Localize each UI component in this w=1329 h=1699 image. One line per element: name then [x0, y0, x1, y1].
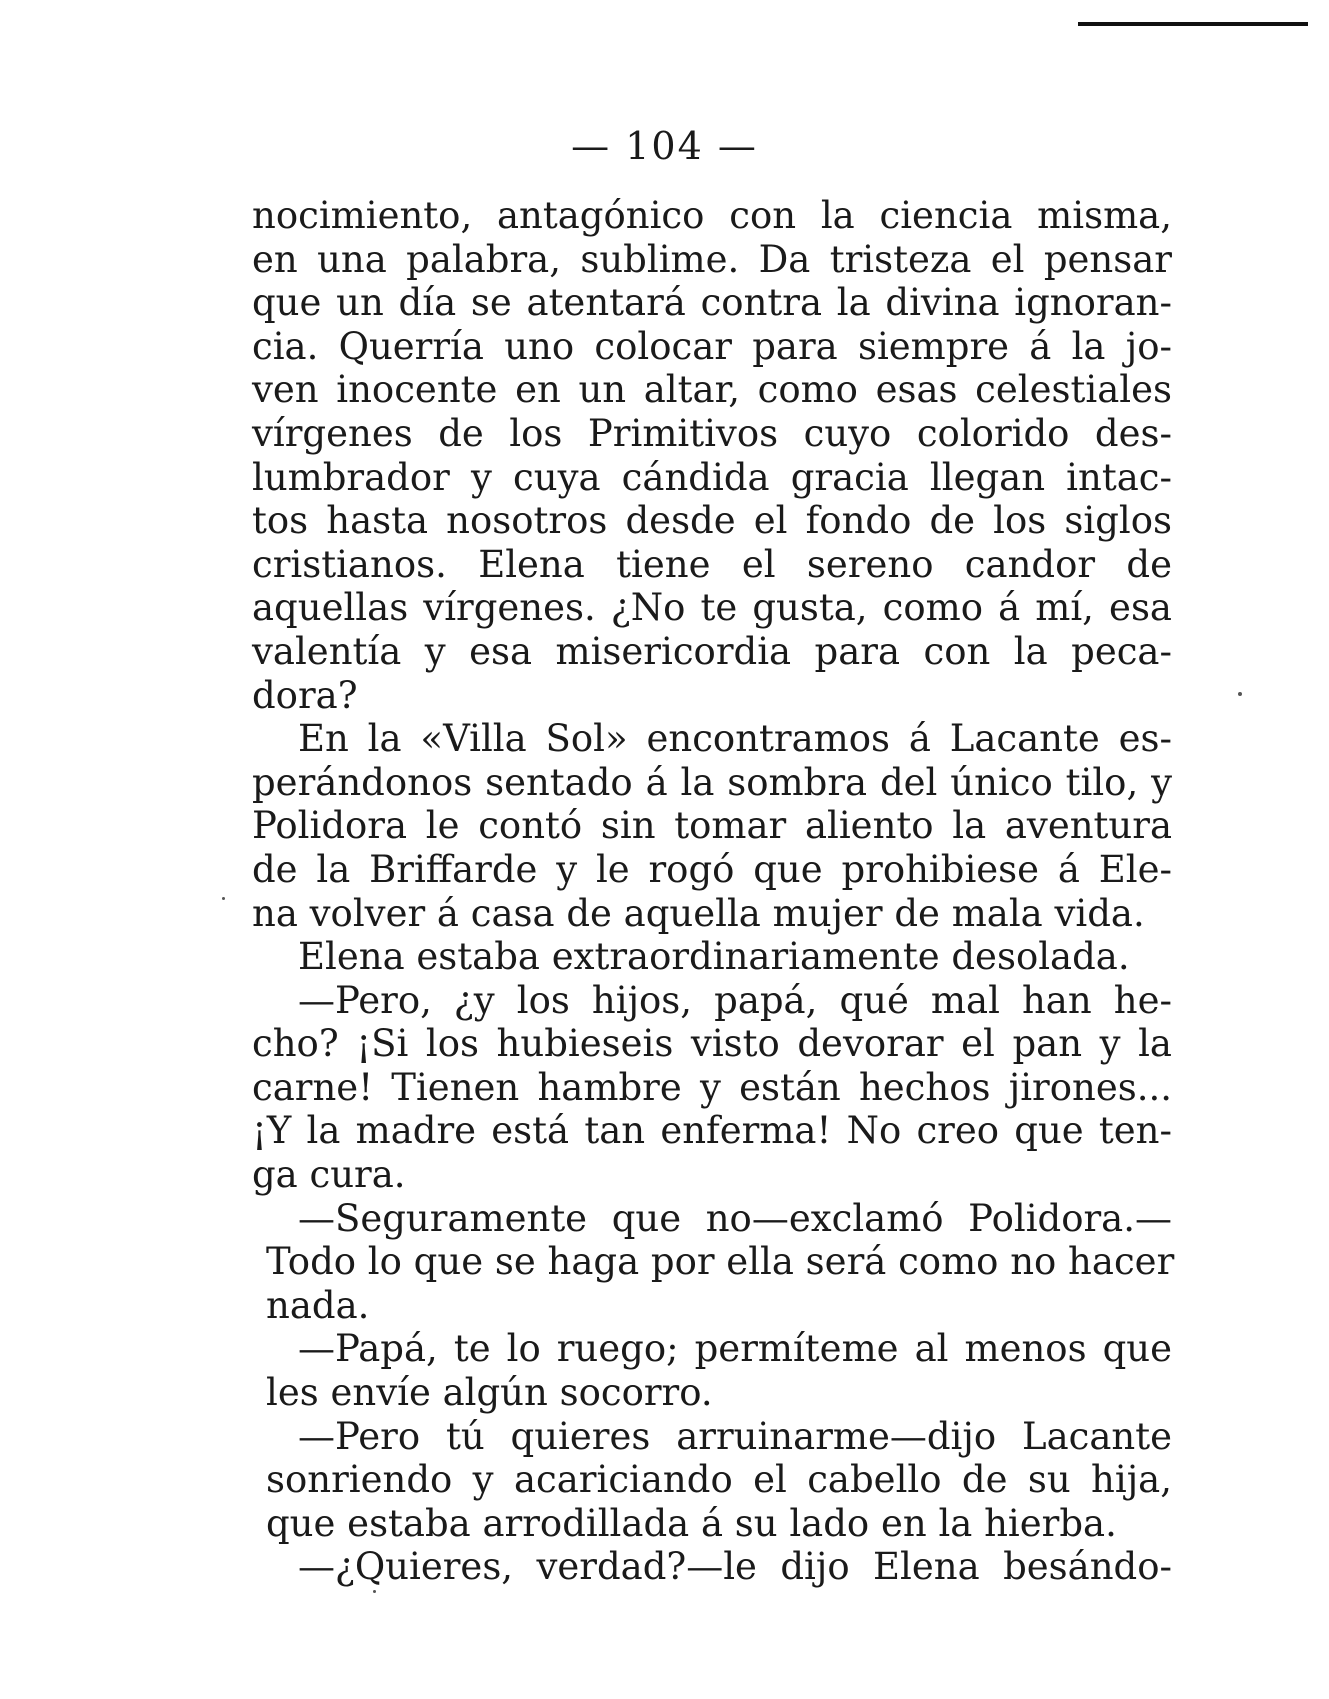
text-line: ven inocente en un altar, como esas celestiales — [252, 368, 1172, 412]
text-line: nada. — [266, 1283, 370, 1327]
text-line: cristianos. Elena tiene el sereno candor de — [252, 542, 1172, 586]
dialogue-line: —Pero, ¿y los hijos, papá, qué mal han he- — [298, 978, 1172, 1022]
top-rule — [1078, 22, 1308, 26]
dialogue-line: —Pero tú quieres arruinarme—dijo Lacante — [298, 1414, 1172, 1458]
page-number: — 104 — — [571, 124, 758, 168]
text-line: dora? — [252, 673, 358, 717]
paragraph-start-line: Elena estaba extraordinariamente desolada. — [298, 935, 1130, 979]
text-line: en una palabra, sublime. Da tristeza el pensar — [252, 237, 1172, 281]
text-line: valentía y esa misericordia para con la peca- — [252, 629, 1172, 673]
text-line: de la Briffarde y le rogó que prohibiese á Ele- — [252, 847, 1172, 891]
paper-speck — [222, 897, 225, 900]
text-line: les envíe algún socorro. — [266, 1371, 713, 1415]
text-line: Polidora le contó sin tomar aliento la aventura — [252, 804, 1172, 848]
dialogue-line: —Papá, te lo ruego; permíteme al menos que — [298, 1327, 1172, 1371]
text-line: Todo lo que se haga por ella será como no hacer — [266, 1240, 1175, 1284]
text-line: aquellas vírgenes. ¿No te gusta, como á mí, esa — [252, 586, 1172, 630]
text-line: cia. Querría uno colocar para siempre á la jo- — [252, 324, 1172, 368]
text-line: cho? ¡Si los hubieseis visto devorar el pan y la — [252, 1022, 1172, 1066]
text-line: lumbrador y cuya cándida gracia llegan intac- — [252, 455, 1172, 499]
body-text — [252, 194, 1175, 1589]
text-line: que estaba arrodillada á su lado en la hierba. — [266, 1501, 1117, 1545]
text-line: na volver á casa de aquella mujer de mala vida. — [252, 891, 1145, 935]
paper-speck — [373, 1590, 376, 1593]
paper-speck — [1238, 692, 1242, 696]
dialogue-line: —¿Quieres, verdad?—le dijo Elena besándo- — [298, 1545, 1172, 1589]
dialogue-line: —Seguramente que no—exclamó Polidora.— — [298, 1196, 1172, 1240]
text-line: perándonos sentado á la sombra del único tilo, y — [252, 760, 1172, 804]
text-line: ga cura. — [252, 1153, 406, 1197]
paragraph-start-line: En la «Villa Sol» encontramos á Lacante es- — [298, 717, 1172, 761]
text-line: nocimiento, antagónico con la ciencia misma, — [252, 194, 1172, 237]
text-line: tos hasta nosotros desde el fondo de los siglos — [252, 499, 1172, 543]
text-line: vírgenes de los Primitivos cuyo colorido des- — [252, 411, 1172, 455]
text-line: que un día se atentará contra la divina ignoran- — [252, 281, 1172, 325]
text-line: carne! Tienen hambre y están hechos jirones... — [252, 1065, 1172, 1109]
text-line: sonriendo y acariciando el cabello de su hija, — [266, 1458, 1172, 1502]
text-line: ¡Y la madre está tan enferma! No creo que ten- — [252, 1109, 1172, 1153]
